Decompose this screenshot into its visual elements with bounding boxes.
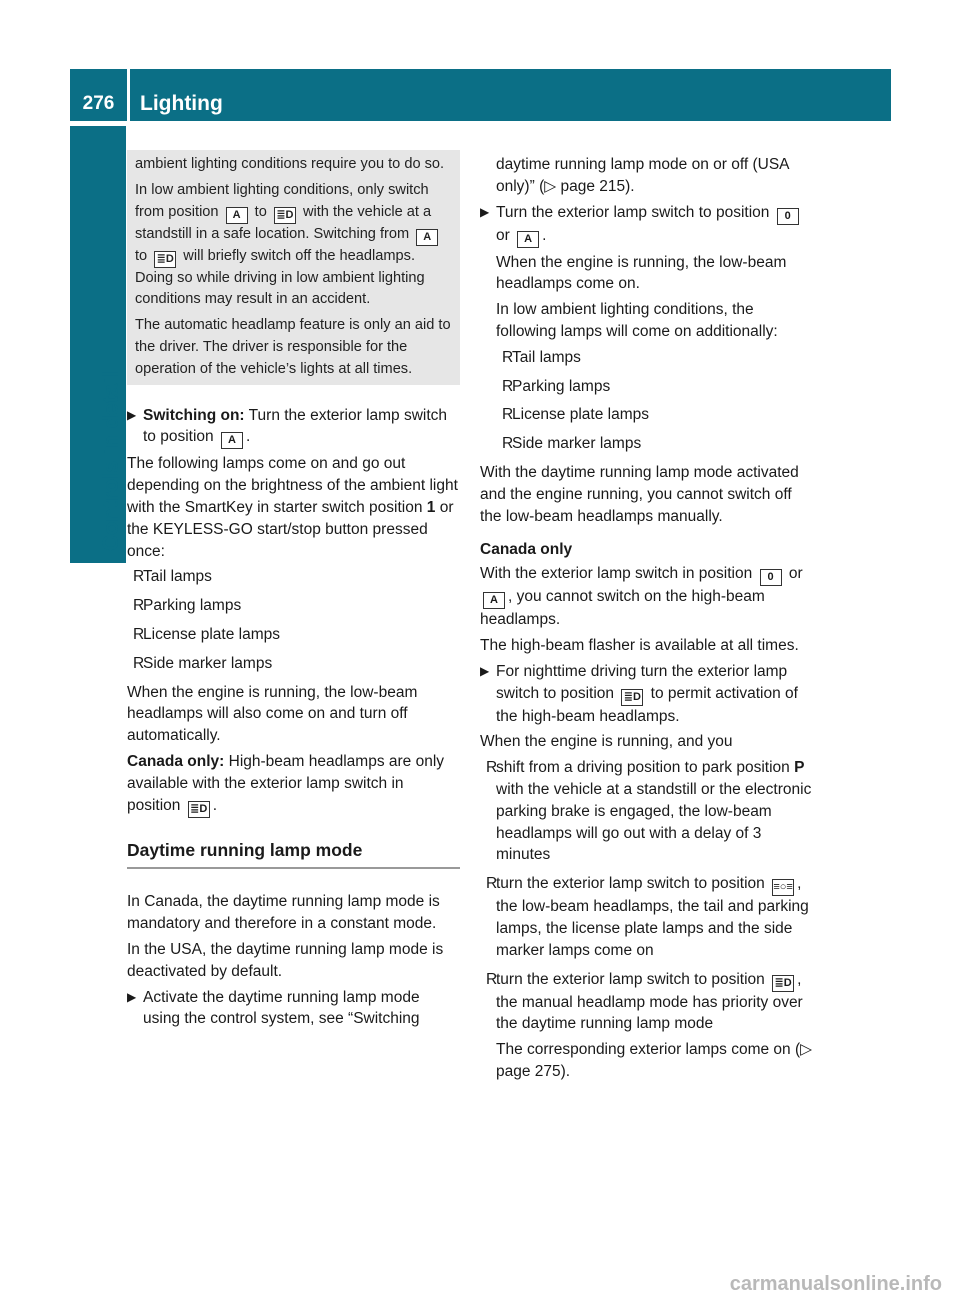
zero-symbol-icon: 0 <box>777 208 799 225</box>
paragraph: In the USA, the daytime running lamp mode is deactivated by default. <box>127 940 444 980</box>
list-item: R Tail lamps <box>133 568 212 586</box>
paragraph: The high-beam flasher is available at all times. <box>480 636 799 654</box>
list-item: R Parking lamps <box>133 597 242 615</box>
list-item: R License plate lamps <box>133 625 280 643</box>
lowbeam-symbol-icon: ≣D <box>621 689 643 706</box>
paragraph: When the engine is running, and you <box>480 733 733 751</box>
lowbeam-symbol-icon: ≣D <box>274 207 296 224</box>
auto-symbol-icon: A <box>517 231 539 248</box>
list-item: R shift from a driving position to park position P with the vehicle at a standstill or the electronic parking brake is engaged, the low-beam headlamps will go out with a delay of 3 minutes <box>486 759 812 864</box>
subheading: Canada only <box>480 541 573 559</box>
page-number: 276 <box>82 93 115 114</box>
instruction-step: ▶ Turn the exterior lamp switch to position 0 or A . When the engine is running, the low-beam headlamps come on. In low ambient lighting conditions, the following lamps will come on additionally: <box>480 202 813 343</box>
section-title: Lighting <box>140 92 223 115</box>
lowbeam-symbol-icon: ≣D <box>772 975 794 992</box>
right-column <box>480 154 813 1090</box>
lowbeam-symbol-icon: ≣D <box>188 801 210 818</box>
page-header <box>70 69 891 121</box>
paragraph: daytime running lamp mode on or off (USA only)” (▷ page 215). <box>496 156 789 195</box>
warning-text: ambient lighting conditions require you to do so. <box>135 156 445 172</box>
warning-text: The automatic headlamp feature is only an aid to the driver. The driver is responsible for the operation of the vehicle’s lights at all times. <box>135 317 451 377</box>
list-item: R Side marker lamps <box>133 654 273 672</box>
auto-symbol-icon: A <box>483 592 505 609</box>
step-arrow-icon: ▶ <box>480 663 490 678</box>
auto-symbol-icon: A <box>416 229 438 246</box>
left-column <box>127 150 460 1034</box>
warning-box <box>127 150 460 385</box>
sidebar-label: Controls in detail <box>98 371 123 551</box>
paragraph: With the daytime running lamp mode activated and the engine running, you cannot switch off the low-beam headlamps manually. <box>480 463 799 525</box>
paragraph: Canada only: High-beam headlamps are only available with the exterior lamp switch in position ≣D . <box>127 751 460 818</box>
lamp-list <box>480 347 813 455</box>
list-item: R Side marker lamps <box>502 435 642 453</box>
paragraph: In Canada, the daytime running lamp mode is mandatory and therefore in a constant mode. <box>127 893 440 933</box>
paragraph: When the engine is running, the low-beam headlamps will also come on and turn off automatically. <box>127 683 418 745</box>
warning-text: In low ambient lighting conditions, only switch from position A to ≣D with the vehicle at a standstill in a safe location. Switching from A to ≣D will briefly switch off the headlamps. Doing so while driving in low ambient lighting conditions may result in an accident. <box>135 180 452 311</box>
header-divider <box>127 69 130 121</box>
parking-lamp-symbol-icon: ≡○≡ <box>772 879 794 896</box>
sidebar-label-wrap <box>70 126 126 563</box>
list-item: R License plate lamps <box>502 406 649 424</box>
step-arrow-icon: ▶ <box>127 989 137 1004</box>
list-item: R Parking lamps <box>502 377 611 395</box>
auto-symbol-icon: A <box>226 207 248 224</box>
instruction-step: ▶ Switching on: Turn the exterior lamp switch to position A . <box>127 405 460 450</box>
step-arrow-icon: ▶ <box>127 407 137 422</box>
watermark: carmanualsonline.info <box>729 1273 942 1295</box>
instruction-step: ▶ For nighttime driving turn the exterior lamp switch to position ≣D to permit activation of the high-beam headlamps. <box>480 662 798 725</box>
instruction-step: ▶ Activate the daytime running lamp mode using the control system, see “Switching <box>127 988 420 1028</box>
paragraph: With the exterior lamp switch in position 0 or A , you cannot switch on the high-beam headlamps. <box>480 565 803 629</box>
step-arrow-icon: ▶ <box>480 204 490 219</box>
list-item: R Tail lamps <box>502 348 581 366</box>
zero-symbol-icon: 0 <box>760 569 782 586</box>
list-item: R turn the exterior lamp switch to position ≣D , the manual headlamp mode has priority over the daytime running lamp mode The corresponding exterior lamps come on (▷ page 275). <box>486 970 813 1080</box>
auto-symbol-icon: A <box>221 432 243 449</box>
paragraph: The following lamps come on and go out depending on the brightness of the ambient light with the SmartKey in starter switch position 1 or the KEYLESS-GO start/stop button pressed once: <box>127 455 458 560</box>
lowbeam-symbol-icon: ≣D <box>154 251 176 268</box>
section-heading: Daytime running lamp mode <box>127 840 460 870</box>
list-item: R turn the exterior lamp switch to position ≡○≡ , the low-beam headlamps, the tail and parking lamps, the license plate lamps and the side marker lamps come on <box>486 875 809 959</box>
